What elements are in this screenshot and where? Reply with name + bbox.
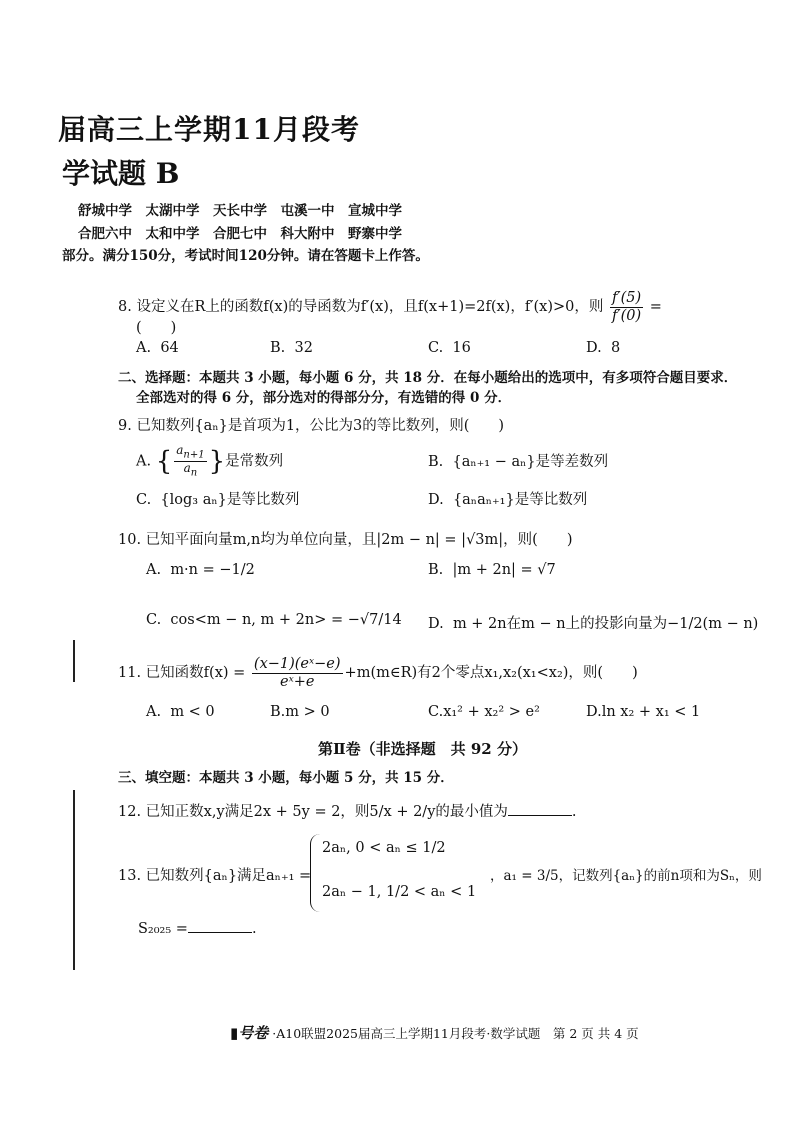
q9-option-c: C. {log₃ aₙ}是等比数列 [136,492,300,508]
q9-option-d: D. {aₙaₙ₊₁}是等比数列 [428,492,588,508]
margin-line [73,640,75,682]
publisher-logo: ▮号卷 [230,1024,269,1042]
q9-option-b: B. {aₙ₊₁ − aₙ}是等差数列 [428,454,609,470]
q8-option-c: C. 16 [428,340,471,356]
q8-option-b: B. 32 [270,340,313,356]
question-10: 10. 已知平面向量m,n均为单位向量，且|2m − n| = |√3m|，则( ) [118,532,573,548]
question-8-text: 设定义在R上的函数f(x)的导函数为f′(x)，且f(x+1)=2f(x)，f′(x)>0，则 [136,299,604,316]
q10-option-c: C. cos<m − n, m + 2n> = −√7/14 [146,612,402,628]
question-13: 13. 已知数列{aₙ}满足aₙ₊₁ = [118,868,312,884]
margin-line [73,790,75,970]
q10-option-d: D. m + 2n在m − n上的投影向量为−1/2(m − n) [428,616,759,632]
q10-option-b: B. |m + 2n| = √7 [428,562,556,578]
footer-text: ·A10联盟2025届高三上学期11月段考·数学试题 第 2 页 共 4 页 [272,1026,639,1041]
answer-blank-13[interactable] [188,920,252,933]
question-13-text: ，a₁ = 3/5，记数列{aₙ}的前n项和为Sₙ，则 [490,868,762,884]
question-13-line2: S₂₀₂₅ = . [138,921,257,937]
question-10-text: 已知平面向量m,n均为单位向量，且|2m − n| = |√3m|，则( ) [145,532,573,548]
q11-option-b: B.m > 0 [270,704,330,720]
exam-subtitle: 学试题 B [62,157,180,190]
piecewise-case-1: 2aₙ, 0 < aₙ ≤ 1/2 [322,840,446,856]
exam-notice: 部分。满分150分，考试时间120分钟。请在答题卡上作答。 [62,248,429,264]
question-8-fraction: $\frac{f'(5)}{f'(0)}$ [611,290,642,324]
question-8-paren: ( ) [136,320,177,336]
exam-title: 届高三上学期11月段考 [58,113,360,146]
q9-option-a: A. { $\frac{a_{n+1}}{a_n}$ }是常数列 [136,443,284,479]
piecewise-case-2: 2aₙ − 1, 1/2 < aₙ < 1 [322,884,477,900]
q11-option-a: A. m < 0 [146,704,215,720]
schools-row-2: 合肥六中 太和中学 合肥七中 科大附中 野寨中学 [78,226,402,242]
part-2-title: 第Ⅱ卷（非选择题 共 92 分） [318,740,527,758]
section-3-heading: 三、填空题：本题共 3 小题，每小题 5 分，共 15 分． [118,770,454,786]
section-2-heading: 二、选择题：本题共 3 小题，每小题 6 分，共 18 分．在每小题给出的选项中，有多项符合题目要求． [118,370,738,386]
question-12-text: 已知正数x,y满足2x + 5y = 2，则5/x + 2/y的最小值为 [145,804,508,820]
section-2-scoring: 全部选对的得 6 分，部分选对的得部分分，有选错的得 0 分． [136,390,512,406]
question-11-fraction: $\frac{\text{(x−1)(eˣ−e)}}{\text{eˣ+e}}$ [253,656,341,690]
piecewise-brace [310,834,321,912]
page-footer [230,1022,639,1043]
q10-option-a: A. m·n = −1/2 [146,562,255,578]
q8-option-d: D. 8 [586,340,621,356]
question-9: 9. 已知数列{aₙ}是首项为1，公比为3的等比数列，则( ) [118,418,505,434]
question-11: 11. 已知函数f(x) = $\frac{\text{(x−1)(eˣ−e)}}{\text{eˣ+e}}$ +m(m∈R)有2个零点x₁,x₂(x₁<x₂)，则( ) [118,656,638,690]
schools-row-1: 舒城中学 太湖中学 天长中学 屯溪一中 宣城中学 [78,203,402,219]
question-9-text: 已知数列{aₙ}是首项为1，公比为3的等比数列，则( ) [136,418,505,434]
question-8: 8. 设定义在R上的函数f(x)的导函数为f′(x)，且f(x+1)=2f(x)，f′(x)>0，则 $\frac{f'(5)}{f'(0)}$ = [118,290,662,324]
question-12: 12. 已知正数x,y满足2x + 5y = 2，则5/x + 2/y的最小值为 . [118,804,577,820]
q11-option-c: C.x₁² + x₂² > e² [428,704,540,720]
answer-blank-12[interactable] [508,803,572,816]
q8-option-a: A. 64 [136,340,179,356]
q11-option-d: D.ln x₂ + x₁ < 1 [586,704,701,720]
q9-option-a-fraction: $\frac{a_{n+1}}{a_n}$ [176,443,205,479]
